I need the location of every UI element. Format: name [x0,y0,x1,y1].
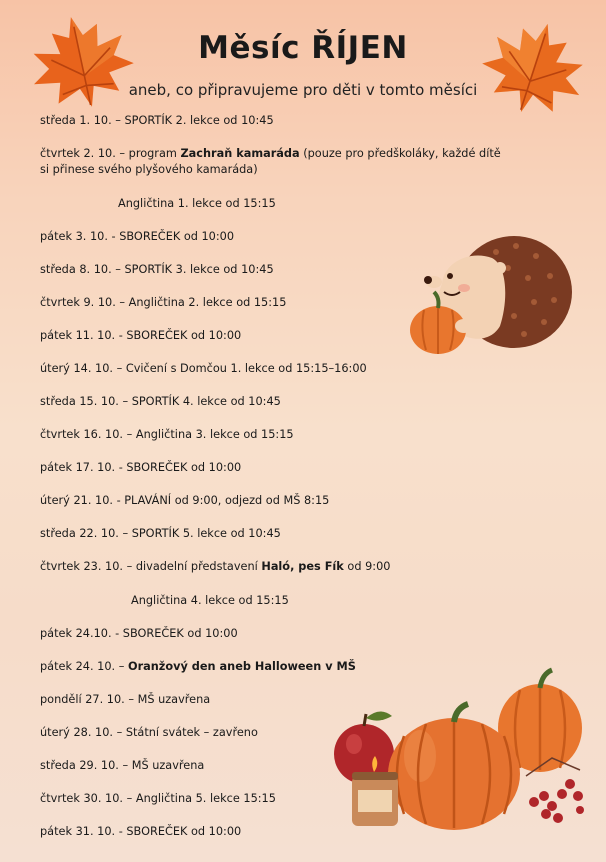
schedule-item: čtvrtek 30. 10. – Angličtina 5. lekce 15:15 [40,792,276,805]
schedule-item: úterý 28. 10. – Státní svátek – zavřeno [40,726,258,739]
schedule-item [40,146,510,178]
schedule-item: středa 15. 10. – SPORTÍK 4. lekce od 10:45 [40,395,281,408]
schedule-item-highlight: Oranžový den aneb Halloween v MŠ [127,660,356,673]
schedule-item: Angličtina 1. lekce od 15:15 [118,197,276,210]
schedule-item: pátek 17. 10. - SBOREČEK od 10:00 [40,461,242,474]
schedule-item: středa 8. 10. – SPORTÍK 3. lekce od 10:45 [40,263,274,276]
schedule-item-text: pátek 24. 10. – [40,660,128,673]
schedule-item-text: čtvrtek 2. 10. – program [40,147,181,160]
schedule-item: středa 29. 10. – MŠ uzavřena [40,759,205,772]
schedule-item [40,559,520,575]
schedule-item: pátek 3. 10. - SBOREČEK od 10:00 [40,230,235,243]
maple-leaf-right-icon [476,12,594,120]
schedule-item: čtvrtek 9. 10. – Angličtina 2. lekce od 15:15 [40,296,287,309]
schedule-item: Angličtina 4. lekce od 15:15 [131,594,289,607]
schedule-item: pondělí 27. 10. – MŠ uzavřena [40,693,211,706]
schedule-item: čtvrtek 16. 10. – Angličtina 3. lekce od 15:15 [40,428,294,441]
page-subtitle: aneb, co připravujeme pro děti v tomto měsíci [128,81,478,99]
schedule-item: středa 1. 10. – SPORTÍK 2. lekce od 10:45 [40,114,274,127]
schedule-item [40,659,520,675]
schedule-item: pátek 31. 10. - SBOREČEK od 10:00 [40,825,242,838]
schedule-item: pátek 11. 10. - SBOREČEK od 10:00 [40,329,242,342]
schedule-item: úterý 21. 10. - PLAVÁNÍ od 9:00, odjezd od MŠ 8:15 [40,494,330,507]
schedule-item-highlight: Haló, pes Fík [261,560,344,573]
schedule-item: středa 22. 10. – SPORTÍK 5. lekce od 10:45 [40,527,281,540]
page-title: Měsíc ŘÍJEN [198,30,408,66]
schedule-item: úterý 14. 10. – Cvičení s Domčou 1. lekce od 15:15–16:00 [40,362,367,375]
schedule-item-text: (pouze pro předškoláky, každé dítě si přinese svého plyšového kamaráda) [40,147,501,176]
schedule-item: pátek 24.10. - SBOREČEK od 10:00 [40,627,238,640]
schedule-item-text: od 9:00 [343,560,391,573]
schedule-item-text: čtvrtek 23. 10. – divadelní představení [40,560,262,573]
schedule-item-highlight: Zachraň kamaráda [180,147,300,160]
